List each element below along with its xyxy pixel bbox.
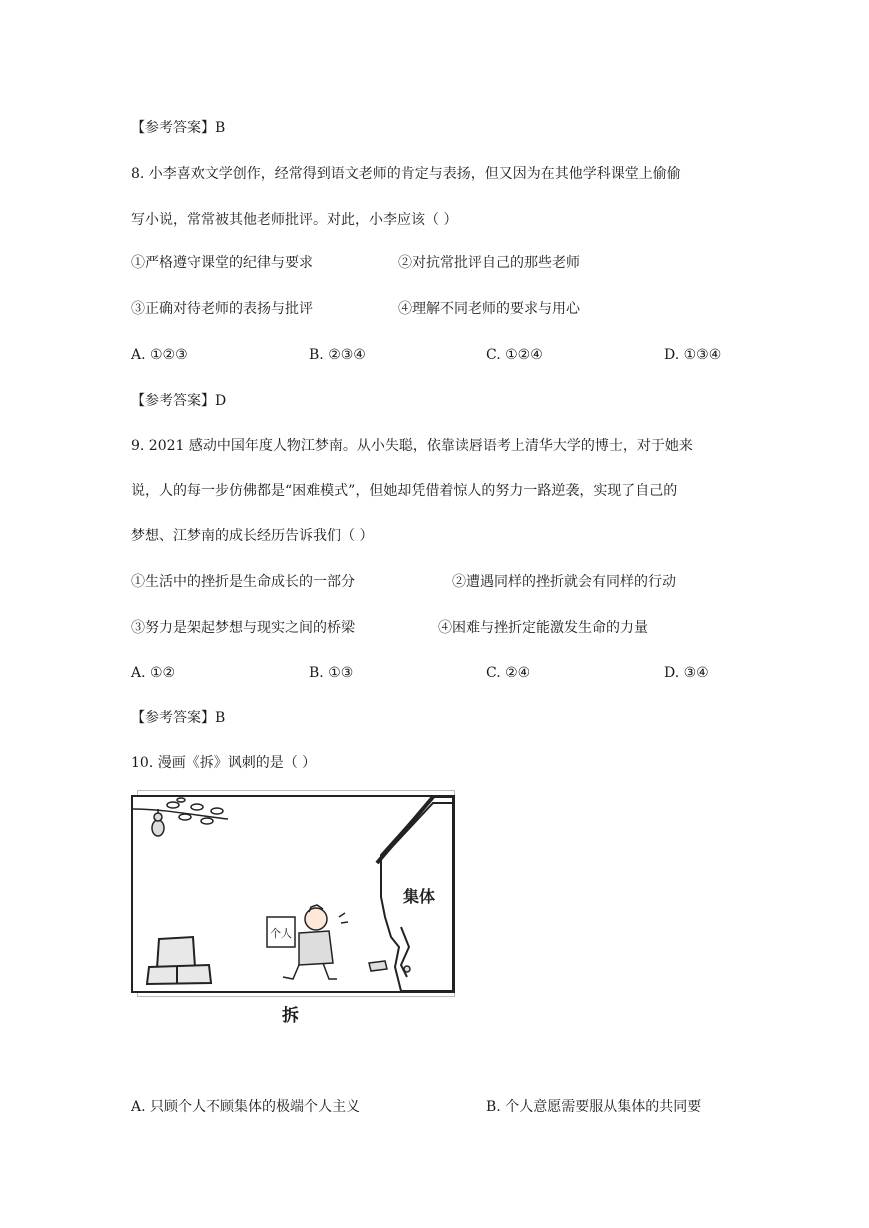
answer-q8: 【参考答案】D: [131, 393, 227, 409]
q9-item-4: ④困难与挫折定能激发生命的力量: [438, 620, 648, 636]
question-9-stem-line2: 说，人的每一步仿佛都是“困难模式”，但她却凭借着惊人的努力一路逆袭，实现了自己的: [131, 483, 678, 499]
q8-option-b: B. ②③④: [309, 347, 366, 363]
comic-caption: 拆: [282, 1006, 299, 1026]
q9-option-c: C. ②④: [486, 665, 531, 681]
person-carrying-box: [267, 905, 348, 979]
branch-with-leaves: [133, 798, 228, 836]
box-label: 个人: [270, 927, 292, 940]
q8-item-4: ④理解不同老师的要求与用心: [398, 301, 580, 317]
answer-q7: 【参考答案】B: [131, 120, 226, 136]
q9-option-b: B. ①③: [309, 665, 354, 681]
question-9-stem-line1: 9. 2021 感动中国年度人物江梦南。从小失聪，依靠读唇语考上清华大学的博士，对于她来: [131, 438, 693, 454]
q9-item-2: ②遭遇同样的挫折就会有同样的行动: [452, 574, 676, 590]
collapsing-house: [377, 797, 453, 991]
comic-illustration: [131, 795, 455, 993]
q8-item-1: ①严格遵守课堂的纪律与要求: [131, 255, 313, 271]
question-9-stem-line3: 梦想、江梦南的成长经历告诉我们（ ）: [131, 528, 374, 544]
wall-blocks: [147, 937, 211, 984]
answer-q9: 【参考答案】B: [131, 710, 226, 726]
comic-drawing: [133, 797, 453, 991]
q8-option-d: D. ①③④: [664, 347, 722, 363]
q9-item-1: ①生活中的挫折是生命成长的一部分: [131, 574, 355, 590]
question-10-stem: 10. 漫画《拆》讽刺的是（ ）: [131, 755, 317, 771]
q9-item-3: ③努力是架起梦想与现实之间的桥梁: [131, 620, 355, 636]
q9-option-a: A. ①②: [131, 665, 176, 681]
house-label: 集体: [403, 887, 436, 906]
q8-option-c: C. ①②④: [486, 347, 543, 363]
question-8-stem-line1: 8. 小李喜欢文学创作，经常得到语文老师的肯定与表扬，但又因为在其他学科课堂上偷偷: [131, 166, 681, 182]
q8-item-3: ③正确对待老师的表扬与批评: [131, 301, 313, 317]
q8-option-a: A. ①②③: [131, 347, 188, 363]
q10-option-a: A. 只顾个人不顾集体的极端个人主义: [131, 1099, 361, 1115]
question-8-stem-line2: 写小说，常常被其他老师批评。对此，小李应该（ ）: [131, 212, 458, 228]
q8-item-2: ②对抗常批评自己的那些老师: [398, 255, 580, 271]
q9-option-d: D. ③④: [664, 665, 709, 681]
q10-option-b: B. 个人意愿需要服从集体的共同要: [486, 1099, 702, 1115]
